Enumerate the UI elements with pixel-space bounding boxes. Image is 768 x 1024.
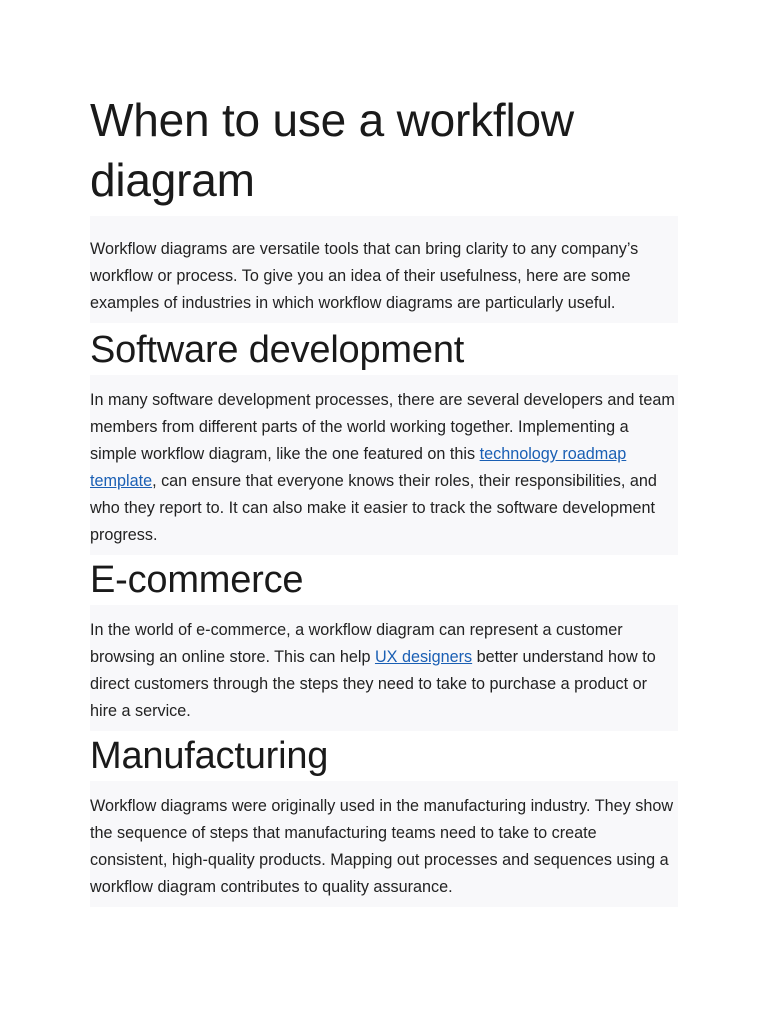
software-development-paragraph-block: [90, 375, 678, 555]
intro-paragraph-block: [90, 216, 678, 323]
ux-designers-link[interactable]: UX designers: [374, 648, 473, 666]
software-development-text-after: , can ensure that everyone knows their roles, their responsibilities, and who they report to. It can also make it easier to track the software development progress.: [90, 472, 657, 544]
manufacturing-paragraph-block: [90, 781, 678, 907]
article-content: [90, 90, 678, 907]
e-commerce-text-after: better understand how to direct customers through the steps they need to take to purchase a product or hire a service.: [90, 648, 656, 720]
section-heading-software-development: Software development: [90, 329, 465, 371]
software-development-paragraph: [90, 387, 678, 549]
page-title: When to use a workflow diagram: [90, 94, 574, 206]
e-commerce-paragraph-block: [90, 605, 678, 731]
e-commerce-paragraph: [90, 617, 678, 725]
intro-paragraph: Workflow diagrams are versatile tools that can bring clarity to any company’s workflow or process. To give you an idea of their usefulness, here are some examples of industries in which workflow diagrams are particularly useful.: [90, 240, 639, 312]
software-development-text-before: In many software development processes, there are several developers and team members from different parts of the world working together. Implementing a simple workflow diagram, like the one featured on this: [90, 391, 675, 463]
e-commerce-text-before: In the world of e-commerce, a workflow diagram can represent a customer browsing an online store. This can help: [90, 621, 623, 666]
manufacturing-paragraph: Workflow diagrams were originally used in the manufacturing industry. They show the sequence of steps that manufacturing teams need to take to create consistent, high-quality products. Mapping out processes and sequences using a workflow diagram contributes to quality assurance.: [90, 797, 674, 896]
section-heading-manufacturing: Manufacturing: [90, 735, 329, 777]
section-heading-e-commerce: E-commerce: [90, 559, 304, 601]
technology-roadmap-template-link[interactable]: technology roadmap template: [90, 445, 627, 490]
